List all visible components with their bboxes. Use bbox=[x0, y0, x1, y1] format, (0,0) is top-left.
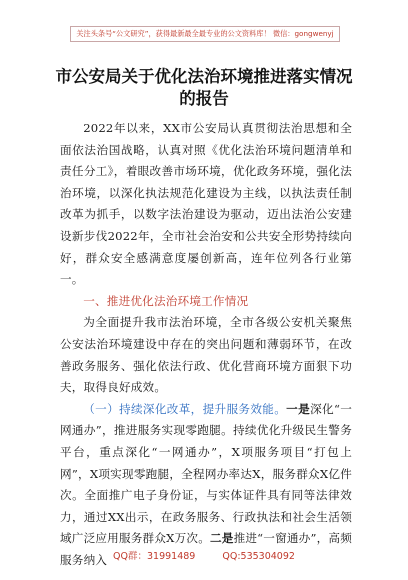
point-text-1: 深化“一网通办”，推进服务实现零跑腿。持续优化升级民生警务平台，重点深化“一网通办”，X项服务项目“打包上网”，X项实现零跑腿，全程网办率达X，服务群众X亿件次。全面推广电子身份证，与实体证件具有同等法律效力，通过XX出示，在政务服务、行政执法和社会生活领域广泛应用服务群众X万次。 bbox=[60, 401, 353, 546]
section-heading: 一、推进优化法治环境工作情况 bbox=[83, 293, 249, 308]
qq-number: QQ:535304092 bbox=[222, 551, 295, 562]
point-marker-1: 一是 bbox=[286, 401, 311, 416]
document-title-continued: 的报告 bbox=[179, 89, 229, 108]
document-body bbox=[60, 118, 352, 571]
section-paragraph: 为全面提升我市法治环境，全市各级公安机关聚焦公安法治环境建设中存在的突出问题和薄弱环节，在改善政务服务、强化依法行政、优化营商环境方面狠下功夫，取得良好成效。 bbox=[60, 315, 352, 395]
promo-banner: 关注头条号“公文研究”，获得最新最全最专业的公文资料库！ 微信：gongwenyj bbox=[70, 26, 340, 42]
intro-paragraph: 2022年以来，XX市公安局认真贯彻法治思想和全面依法治国战略，认真对照《优化法治环境问题清单和责任分工》，着眼改善市场环境，优化政务环境，强化法治环境，以深化执法规范化建设为主线，以执法责任制改革为抓手，以数字法治建设为驱动，迈出法治公安建设新步伐2022年，全市社会治安和公共安全形势持续向好，群众安全感满意度屡创新高，连年位列各行业第一。 bbox=[60, 121, 352, 287]
document-title: 市公安局关于优化法治环境推进落实情况 bbox=[55, 67, 353, 86]
point-text-2: 推进“一窗通办”，高频服务纳入 bbox=[60, 531, 352, 567]
footer-contact bbox=[0, 548, 408, 562]
qq-group: QQ群：31991489 bbox=[113, 551, 196, 562]
subsection-paragraph bbox=[60, 399, 352, 572]
subsection-heading: （一）持续深化改革，提升服务效能。 bbox=[83, 401, 287, 416]
point-marker-2: 二是 bbox=[210, 531, 234, 546]
